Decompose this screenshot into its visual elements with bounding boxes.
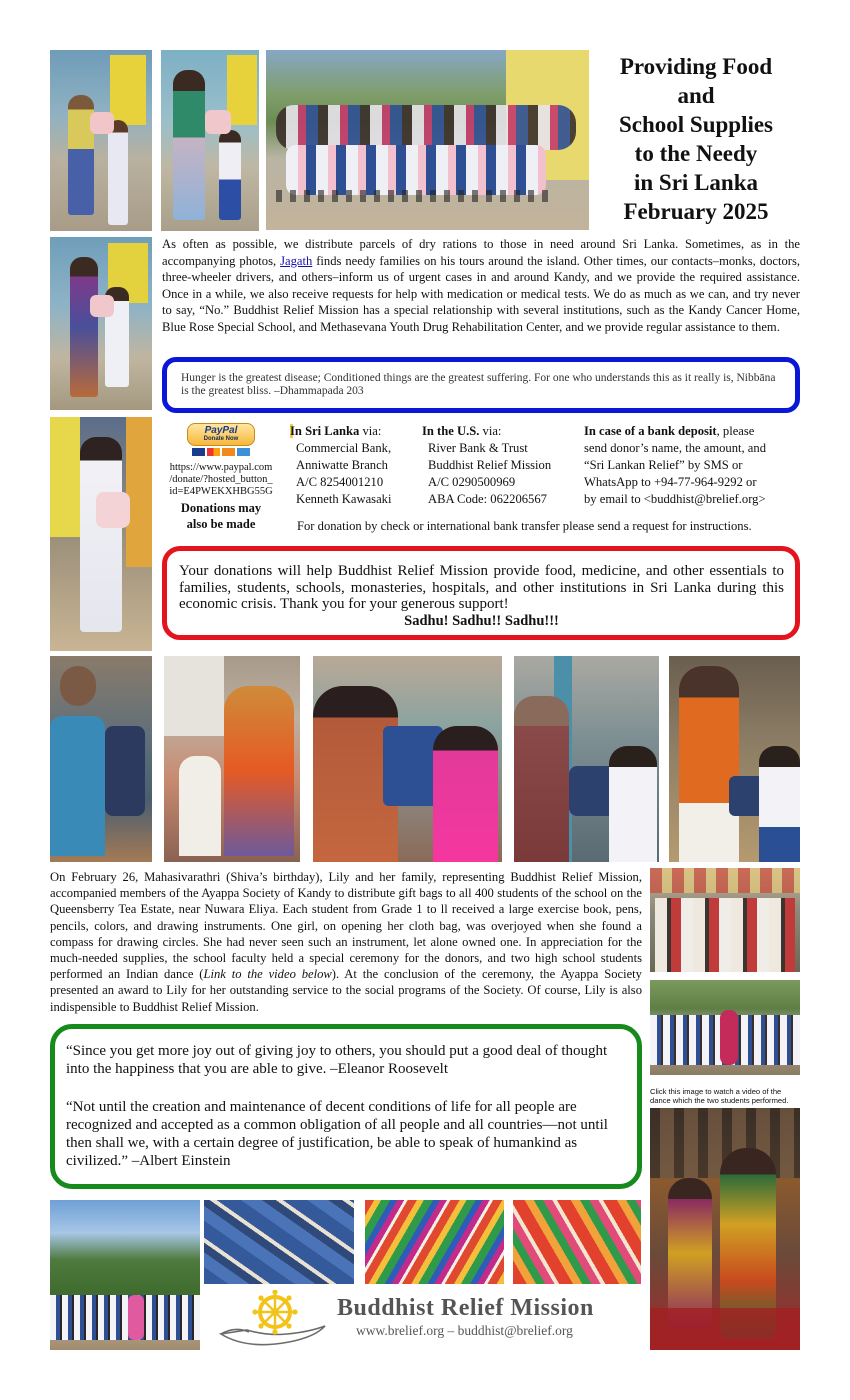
please-label: , please xyxy=(716,424,755,438)
event-paragraph xyxy=(50,869,642,1015)
donation-appeal-text: Your donations will help Buddhist Relief Mission provide food, medicine, and other essentials to families, students, schools, monasteries, hospitals, and other institutions in Sri Lanka during this economic crisis. Thank you for your generous support! xyxy=(179,563,784,612)
quotes-box xyxy=(50,1024,642,1189)
paypal-url[interactable] xyxy=(160,462,282,498)
title-line: in Sri Lanka xyxy=(634,170,758,195)
photo-woman-giving-bag xyxy=(164,656,300,862)
event-text: On February 26, Mahasivarathri (Shiva’s birthday), Lily and her family, representing Buddhist Relief Mission, accompanied members of the Ayappa Society of Kandy to distribute gift bags to all 400 students of the school on the Queensberry Tea Estate, near Nuwara Eliya. Each student from Grade 1 to ll received a large exercise book, pens, pencils, colors, and drawing instruments. One girl, on opening her cloth bag, was overjoyed when she found a compass for drawing circles. She had never seen such an instrument, let alone owned one. In appreciation for the much-needed supplies, the school faculty held a special ceremony for the donors, and two high school students performed an Indian dance ( xyxy=(50,870,642,982)
sadhu-closing: Sadhu! Sadhu!! Sadhu!!! xyxy=(404,612,559,629)
intro-text-cont: finds needy families on his tours around the island. Other times, our contacts–monks, doctors, three-wheeler drivers, and others–inform us of urgent cases in and around Kandy, and we provide the required assistance. Once in a while, we also receive requests for help with medication or medical tests. We do as much as we can, and try never to say, “No.” Buddhist Relief Mission has a special relationship with several institutions, such as the Kandy Cancer Home, Blue Rose Special School, and Methasevana Youth Drug Rehabilitation Center, and we provide regular assistance to them. xyxy=(162,253,800,334)
title-line: School Supplies xyxy=(618,112,774,137)
dance-video-thumbnail[interactable] xyxy=(650,1108,800,1350)
bank-line: Buddhist Relief Mission xyxy=(428,458,552,472)
us-label: In the U.S. xyxy=(422,424,480,438)
sri-lanka-bank-details xyxy=(290,423,418,508)
donation-appeal-box xyxy=(162,546,800,640)
amex-icon xyxy=(237,448,250,456)
bank-line: A/C 8254001210 xyxy=(296,475,384,489)
footer-contact[interactable]: www.brelief.org – buddhist@brelief.org xyxy=(356,1323,573,1338)
paypal-url-line: https://www.paypal.com xyxy=(169,462,273,473)
photo-gift-bags-pile xyxy=(204,1200,354,1284)
discover-icon xyxy=(222,448,235,456)
deposit-line: “Sri Lankan Relief” by SMS or xyxy=(584,458,743,472)
deposit-line: send donor’s name, the amount, and xyxy=(584,441,766,455)
card-logos xyxy=(190,448,252,456)
bank-line: River Bank & Trust xyxy=(428,441,528,455)
paypal-url-line: /donate/?hosted_button_ xyxy=(169,474,273,485)
photo-youth-giving-bag xyxy=(669,656,800,862)
photo-father-son-parcel xyxy=(50,50,152,231)
sri-lanka-label: Sri Lanka xyxy=(305,424,360,438)
paypal-caption-line: also be made xyxy=(186,517,256,531)
title-line: February 2025 xyxy=(623,199,769,224)
bank-line: Anniwatte Branch xyxy=(296,458,388,472)
visa-icon xyxy=(192,448,205,456)
donate-now-label: Donate Now xyxy=(203,436,239,442)
bank-line: Commercial Bank, xyxy=(296,441,392,455)
paypal-caption xyxy=(160,500,282,532)
photo-exercise-books xyxy=(513,1200,641,1284)
event-text-cont: ). At the conclusion of the ceremony, the Ayappa Society presented an award to Lily for her outstanding service to the social programs of the Society. Of course, Lily is also indispensible to Buddhist Relief Mission. xyxy=(50,967,642,1014)
title-line: to the Needy xyxy=(634,141,758,166)
bank-deposit-instructions xyxy=(584,423,800,508)
photo-students-dance-audience xyxy=(650,980,800,1075)
mastercard-icon xyxy=(207,448,220,456)
photo-man-giving-bag xyxy=(50,656,152,862)
dhammapada-quote: Hunger is the greatest disease; Conditioned things are the greatest suffering. For one who understands this as it really is, Nibbāna is the greatest bliss. –Dhammapada 203 xyxy=(181,372,776,397)
photo-lily-giving-bag xyxy=(313,656,502,862)
bank-line: Kenneth Kawasaki xyxy=(296,492,392,506)
intro-text: As often as possible, we distribute parcels of dry rations to those in need around Sri Lanka. Sometimes, as in the accompanying photos, xyxy=(162,237,800,268)
photo-group-school xyxy=(266,50,589,230)
einstein-quote: “Not until the creation and maintenance of decent conditions of life for all people are recognized and accepted as a common obligation of all people and all countries—not until then shall we, with a certain degree of justification, be able to speak of humankind as civilized.” –Albert Einstein xyxy=(66,1099,608,1169)
via-label: via: xyxy=(359,424,382,438)
photo-mother-child-parcel xyxy=(161,50,259,231)
dharma-wheel-logo xyxy=(217,1290,329,1350)
roosevelt-quote: “Since you get more joy out of giving joy to others, you should put a good deal of thought into the happiness that you are able to give. –Eleanor Roosevelt xyxy=(66,1043,608,1077)
deposit-line: WhatsApp to +94-77-964-9292 or xyxy=(584,475,757,489)
bank-deposit-label: In case of a bank deposit xyxy=(584,424,717,438)
title-line: Providing Food xyxy=(619,54,773,79)
title-line: and xyxy=(677,83,715,108)
jagath-link[interactable]: Jagath xyxy=(280,253,313,268)
bank-deposit-heading xyxy=(584,423,800,440)
in-label: In xyxy=(290,424,302,438)
photo-elder-giving-bag xyxy=(514,656,659,862)
check-donation-note: For donation by check or international bank transfer please send a request for instructions. xyxy=(297,519,752,533)
bank-line: A/C 0290500969 xyxy=(428,475,516,489)
video-link-reference: Link to the video below xyxy=(203,967,332,982)
page-title xyxy=(597,52,795,226)
deposit-line: by email to <buddhist@brelief.org> xyxy=(584,492,766,506)
paypal-block xyxy=(160,423,282,532)
photo-boy-school-bag xyxy=(50,417,152,651)
us-heading xyxy=(422,423,582,440)
photo-outdoor-school-gathering xyxy=(50,1200,200,1350)
photo-girl-sister-parcel xyxy=(50,237,152,410)
via-label: via: xyxy=(479,424,502,438)
photo-pencils-pens xyxy=(365,1200,504,1284)
us-bank-details xyxy=(422,423,582,508)
paypal-logo: PayPal xyxy=(204,425,238,436)
paypal-donate-button[interactable] xyxy=(187,423,255,446)
dhammapada-quote-box xyxy=(162,357,800,413)
paypal-caption-line: Donations may xyxy=(180,501,262,515)
video-caption: Click this image to watch a video of the dance which the two students performed. xyxy=(650,1087,789,1106)
sri-lanka-heading xyxy=(290,423,418,440)
bank-line: ABA Code: 062206567 xyxy=(428,492,547,506)
intro-paragraph xyxy=(162,236,800,335)
footer-org-name: Buddhist Relief Mission xyxy=(337,1295,594,1321)
paypal-url-line: id=E4PWEKXHBG55G xyxy=(169,486,273,497)
photo-ceremony-group xyxy=(650,868,800,972)
